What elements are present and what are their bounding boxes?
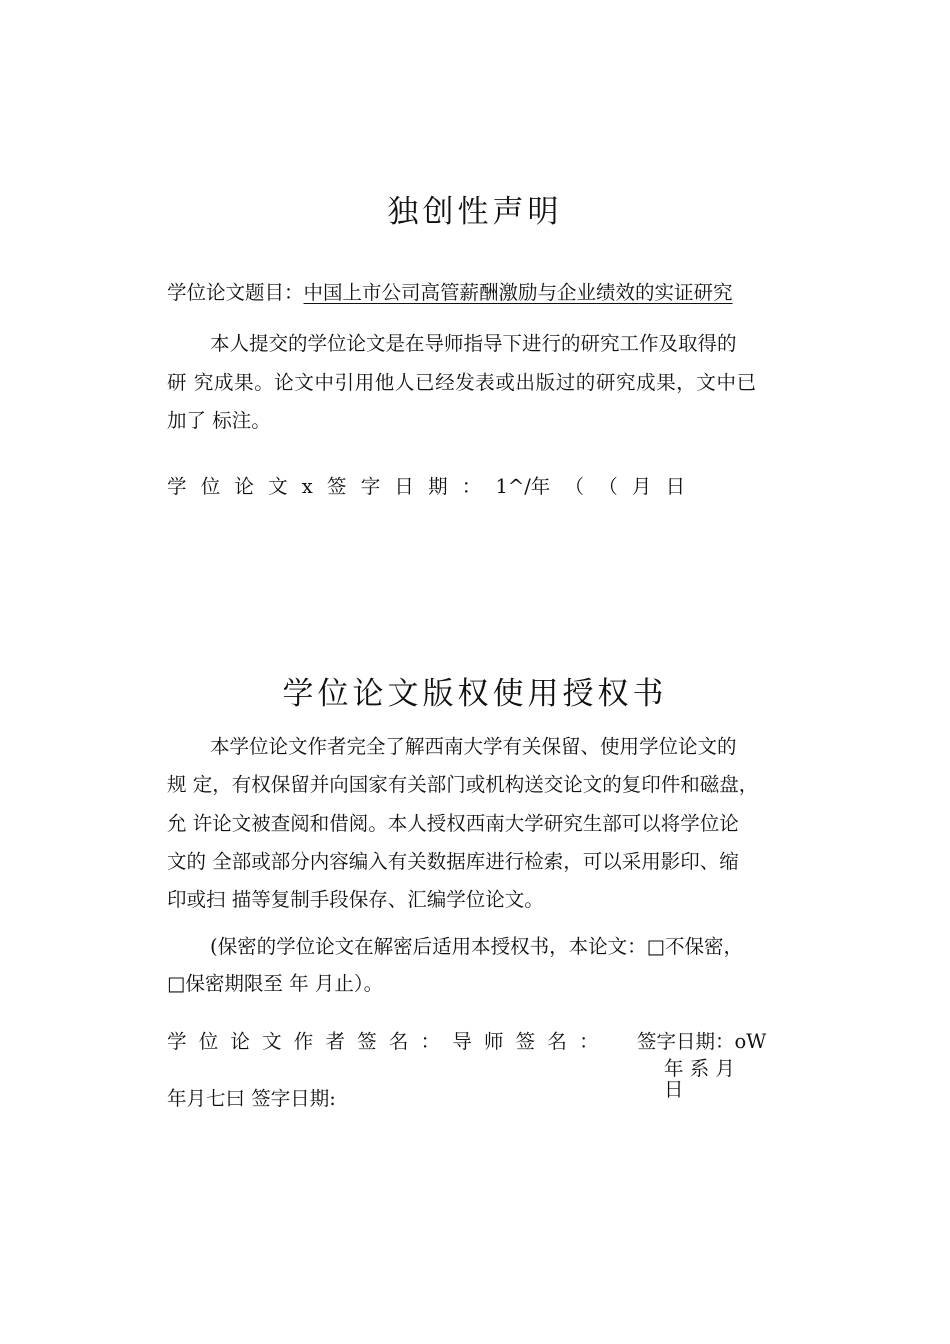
sign-date-right: 签字日期：oW <box>637 1030 767 1053</box>
authorization-body-line-3: 允 许论文被查阅和借阅。本人授权西南大学研究生部可以将学位论 <box>167 812 739 835</box>
declaration-body-line-2: 研 究成果。论文中引用他人已经发表或出版过的研究成果，文中已 <box>167 371 757 394</box>
authorization-body-line-5: 印或扫 描等复制手段保存、汇编学位论文。 <box>167 888 544 911</box>
secret-line-1: (保密的学位论文在解密后适用本授权书，本论文：□不保密， <box>210 935 744 958</box>
secret-line-2: □保密期限至 年 月止）。 <box>167 972 384 995</box>
topic-label: 学位论文题目： <box>167 281 304 304</box>
declaration-signature-line: 学 位 论 文 x 签 字 日 期 ： 1^/年 （ （ 月 日 <box>167 475 686 498</box>
authorization-title: 学位论文版权使用授权书 <box>282 676 668 712</box>
declaration-body-line-1: 本人提交的学位论文是在导师指导下进行的研究工作及取得的 <box>210 332 737 355</box>
authorization-body-line-2: 规 定，有权保留并向国家有关部门或机构送交论文的复印件和磁盘， <box>167 773 759 796</box>
topic-line <box>167 277 733 305</box>
right-date-line-1: 年 系 月 <box>664 1057 735 1080</box>
right-date-line-2: 日 <box>664 1078 684 1101</box>
bottom-date-line: 年月七曰 签字日期: <box>167 1087 336 1110</box>
declaration-body-line-3: 加了 标注。 <box>167 409 271 432</box>
authorization-body-line-4: 文的 全部或部分内容编入有关数据库进行检索，可以采用影印、缩 <box>167 850 739 873</box>
authorization-body-line-1: 本学位论文作者完全了解西南大学有关保留、使用学位论文的 <box>210 735 737 758</box>
topic-value: 中国上市公司高管薪酬激励与企业绩效的实证研究 <box>303 281 733 304</box>
author-signature-line: 学 位 论 文 作 者 签 名 ： 导 师 签 名 ： <box>167 1030 599 1053</box>
declaration-title: 独创性声明 <box>387 194 563 230</box>
